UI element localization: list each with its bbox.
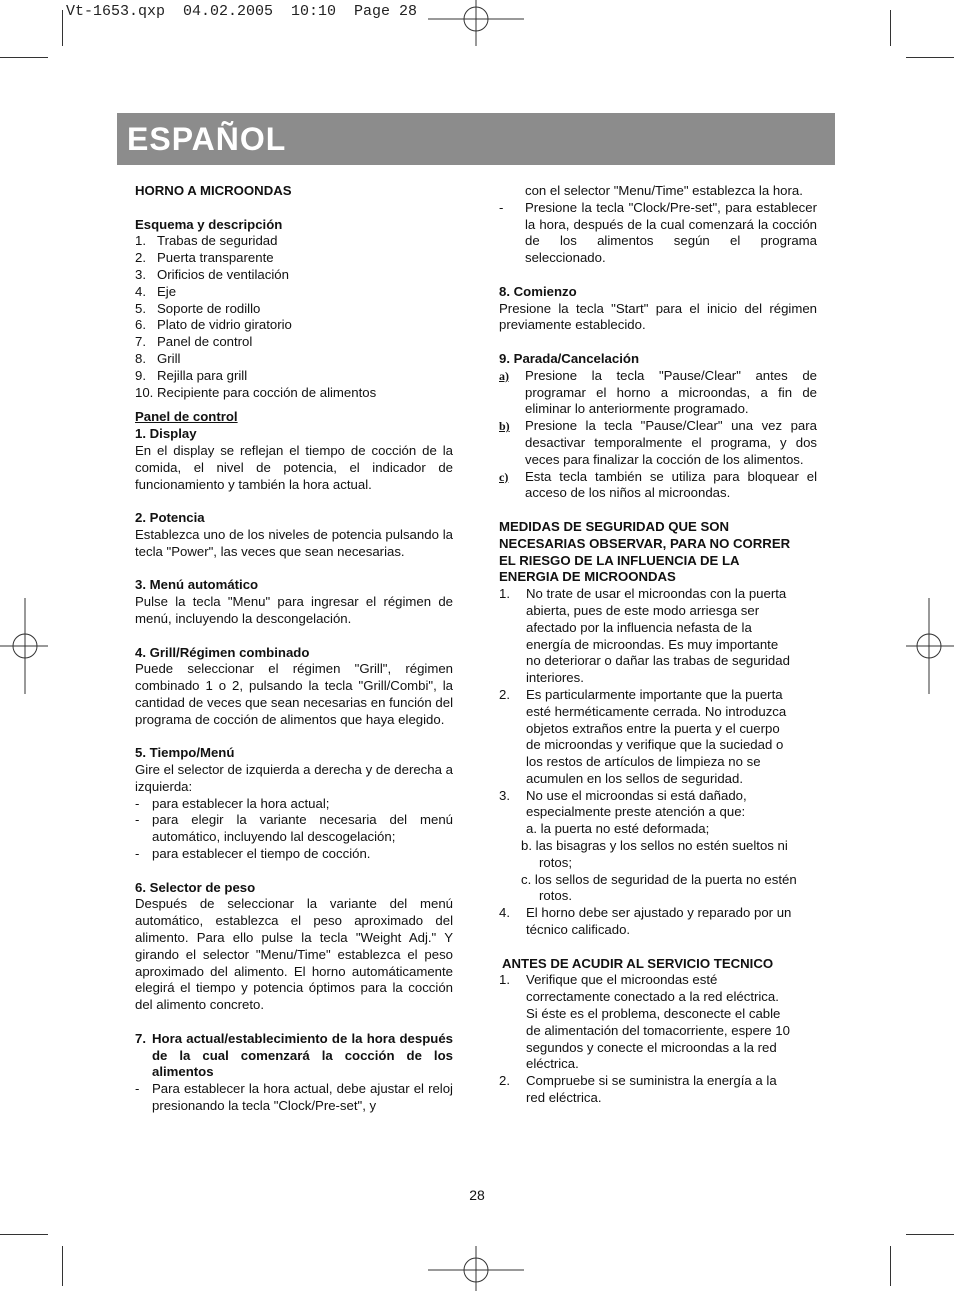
crop-mark <box>62 1246 63 1286</box>
registration-mark-right <box>906 598 954 694</box>
list-item: 6. Plato de vidrio giratorio <box>135 317 292 333</box>
subsection-heading: 2. Potencia <box>135 510 205 526</box>
paragraph: Gire el selector de izquierda a derecha y de derecha a izquierda: <box>135 762 453 794</box>
section-title: HORNO A MICROONDAS <box>135 183 292 198</box>
sub-item: a. la puerta no esté deformada; <box>526 821 710 837</box>
list-item: 9. Rejilla para grill <box>135 367 248 383</box>
list-item: 3. Orificios de ventilación <box>135 266 289 282</box>
list-item: a) Presione la tecla "Pause/Clear" antes de programar el horno a microondas, a fin de eliminar lo anteriormente programado. <box>499 367 817 417</box>
list-item: 2. Puerta transparente <box>135 250 274 266</box>
list-item-continuation: con el selector "Menu/Time" establezca la hora. <box>525 183 803 198</box>
left-column <box>135 183 453 1115</box>
sub-item: c. los sellos de seguridad de la puerta no estén rotos. <box>521 871 797 904</box>
registration-mark-top <box>428 0 524 46</box>
registration-mark-bottom <box>428 1246 524 1291</box>
paragraph: Establezca uno de los niveles de potencia pulsando la tecla "Power", las veces que sean necesarias. <box>135 526 453 559</box>
list-item: 7. Panel de control <box>135 334 253 350</box>
list-item: 2. Es particularmente importante que la puerta esté herméticamente cerrada. No introduzca objetos extraños entre la puerta y el cuerpo de microondas y verifique que la suciedad o los restos de artículos de limpieza no se acumulen en los sellos de seguridad. <box>499 686 787 786</box>
paragraph: Presione la tecla "Start" para el inicio del régimen previamente establecido. <box>499 300 817 333</box>
list-item: - para establecer el tiempo de cocción. <box>135 846 371 862</box>
list-item: - Presione la tecla "Clock/Pre-set", para establecer la hora, después de la cual comenzará la cocción de los alimentos según el programa seleccionado. <box>499 199 817 266</box>
crop-mark <box>62 10 63 46</box>
subsection-heading: 8. Comienzo <box>499 283 577 299</box>
language-banner <box>117 113 835 165</box>
list-item: 3. No use el microondas si está dañado, especialmente preste atención a que: a. la puerta no esté deformada; <box>499 788 817 838</box>
schema-heading: Esquema y descripción <box>135 216 283 232</box>
subsection-heading: 5. Tiempo/Menú <box>135 745 235 761</box>
paragraph: Después de seleccionar la variante del menú automático, establezca el peso aproximado del alimento. Para ello pulse la tecla "Weight Adj." Y girando el selector "Menu/Time" establezca el peso aproximado del alimento. El horno automáticamente elegirá el tiempo y potencia óptimos para la cocción del alimento concreto. <box>135 896 453 1013</box>
paragraph: Pulse la tecla "Menu" para ingresar el régimen de menú, incluyendo la descongelación. <box>135 594 453 626</box>
list-item: - para establecer la hora actual; <box>135 795 330 811</box>
list-item: 1. Verifique que el microondas esté correctamente conectado a la red eléctrica. Si éste es el problema, desconecte el cable de alimentación del tomacorriente, espere 10 segundos y conecte el microondas a la red eléctrica. <box>499 972 790 1072</box>
paragraph: Puede seleccionar el régimen "Grill", régimen combinado 1 o 2, pulsando la tecla "Grill/Combi", la cantidad de veces que sean necesarias en función del programa de cocción de alimentos que haya elegido. <box>135 661 453 727</box>
sub-item: b. las bisagras y los sellos no estén sueltos ni rotos; <box>521 838 788 870</box>
service-heading: ANTES DE ACUDIR AL SERVICIO TECNICO <box>502 955 774 971</box>
list-item: 4. Eje <box>135 283 177 299</box>
crop-mark <box>906 57 954 58</box>
subsection-heading: 7. Hora actual/establecimiento de la hora después de la cual comenzará la cocción de los alimentos <box>135 1030 453 1080</box>
paragraph: En el display se reflejan el tiempo de cocción de la comida, el nivel de potencia, el indicador de funcionamiento y también la hora actual. <box>135 442 453 492</box>
subsection-heading: 6. Selector de peso <box>135 879 256 895</box>
list-item: 5. Soporte de rodillo <box>135 300 261 316</box>
list-item: - para elegir la variante necesaria del menú automático, incluyendo lal descogelación; <box>135 812 453 845</box>
crop-mark <box>0 57 48 58</box>
safety-heading: MEDIDAS DE SEGURIDAD QUE SON NECESARIAS OBSERVAR, PARA NO CORRER EL RIESGO DE LA INFLUENCIA DE LA ENERGIA DE MICROONDAS <box>499 518 791 585</box>
list-item: 10. Recipiente para cocción de alimentos <box>135 384 377 400</box>
list-item: b) Presione la tecla "Pause/Clear" una vez para desactivar temporalmente el programa, y dos veces para finalizar la cocción de los alimentos. <box>499 418 817 467</box>
page-number: 28 <box>469 1187 485 1203</box>
print-slug: Vt-1653.qxp 04.02.2005 10:10 Page 28 <box>66 3 418 20</box>
right-column <box>499 183 817 1107</box>
registration-mark-left <box>0 598 48 694</box>
subsection-heading: 9. Parada/Cancelación <box>499 350 640 366</box>
list-item: 2. Compruebe si se suministra la energía a la red eléctrica. <box>499 1073 777 1106</box>
list-item: c) Esta tecla también se utiliza para bloquear el acceso de los niños al microondas. <box>499 468 817 501</box>
list-item: 1. No trate de usar el microondas con la puerta abierta, pues de este modo arriesga ser afectado por la influencia nefasta de la energía de microondas. Es muy importante no deteriorar o dañar las trabas de seguridad interiores. <box>499 586 790 686</box>
panel-heading: Panel de control <box>135 409 238 425</box>
list-item: 1. Trabas de seguridad <box>135 233 278 249</box>
subsection-heading: 1. Display <box>135 426 197 442</box>
schema-list <box>135 233 453 401</box>
crop-mark <box>0 1234 48 1235</box>
subsection-heading: 4. Grill/Régimen combinado <box>135 644 310 660</box>
banner-title: ESPAÑOL <box>127 121 287 157</box>
list-item: 8. Grill <box>135 350 181 366</box>
crop-mark <box>890 10 891 46</box>
subsection-heading: 3. Menú automático <box>135 577 259 593</box>
crop-mark <box>906 1234 954 1235</box>
crop-mark <box>890 1246 891 1286</box>
list-item: 4. El horno debe ser ajustado y reparado por un técnico calificado. <box>499 905 792 938</box>
list-item: - Para establecer la hora actual, debe ajustar el reloj presionando la tecla "Clock/Pre-set", y <box>135 1081 453 1114</box>
